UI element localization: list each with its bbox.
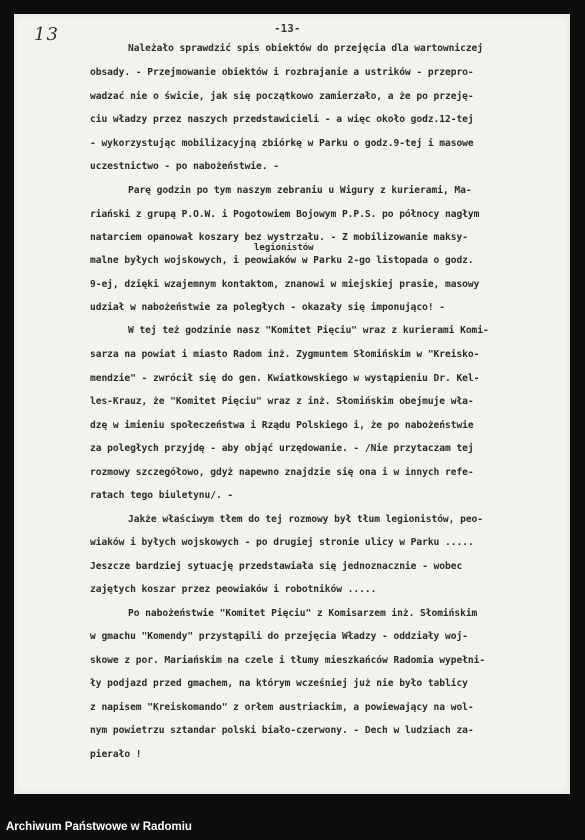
text-line: les-Krauz, że "Komitet Pięciu" wraz z inż. Słomińskim obejmuje wła- xyxy=(90,396,474,407)
text-line: w gmachu "Komendy" przystąpili do przejęcia Władzy - oddziały woj- xyxy=(90,631,468,642)
text-line: ły podjazd przed gmachem, na którym wcześniej już nie było tablicy xyxy=(90,678,468,689)
text-line: pierało ! xyxy=(90,749,142,760)
text-line: malne byłych wojskowych, i peowiaków w Parku 2-go listopada o godz. xyxy=(90,255,474,266)
text-line: ratach tego biuletynu/. - xyxy=(90,490,234,501)
text-line: Jeszcze bardziej sytuację przedstawiała się jednoznacznie - wobec xyxy=(90,561,463,572)
text-line: Jakże właściwym tłem do tej rozmowy był tłum legionistów, peo- xyxy=(128,514,484,525)
text-line: nym powietrzu sztandar polski biało-czerwony. - Dech w ludziach za- xyxy=(90,725,474,736)
handwritten-page-number: 13 xyxy=(34,24,59,45)
text-line: W tej też godzinie nasz "Komitet Pięciu" wraz z kurierami Komi- xyxy=(128,325,489,336)
text-line: Po nabożeństwie "Komitet Pięciu" z Komisarzem inż. Słomińskim xyxy=(128,608,478,619)
text-line: rozmowy szczegółowo, gdyż napewno znajdzie się ona i w innych refe- xyxy=(90,467,474,478)
text-line: zajętych koszar przez peowiaków i robotników ..... xyxy=(90,584,377,595)
text-line: obsady. - Przejmowanie obiektów i rozbrajanie a ustrików - przepro- xyxy=(90,67,474,78)
archive-credit: Archiwum Państwowe w Radomiu xyxy=(6,821,192,833)
text-line: uczestnictwo - po nabożeństwie. - xyxy=(90,161,279,172)
text-line: ciu władzy przez naszych przedstawicieli - a więc około godz.12-tej xyxy=(90,114,474,125)
text-line: natarciem opanował koszary bez wystrzału. - Z mobilizowanie maksy- xyxy=(90,232,468,243)
typed-page-number: -13- xyxy=(274,22,301,35)
text-line: sarza na powiat i miasto Radom inż. Zygmuntem Słomińskim w "Kreisko- xyxy=(90,349,480,360)
text-line: udział w nabożeństwie za poległych - okazały się imponująco! - xyxy=(90,302,446,313)
text-line: riański z grupą P.O.W. i Pogotowiem Bojowym P.P.S. po północy nagłym xyxy=(90,209,480,220)
inserted-word: legionistów xyxy=(254,243,314,253)
text-line: za poległych przyjdę - aby objąć urzędowanie. - /Nie przytaczam tej xyxy=(90,443,474,454)
text-line: wiaków i byłych wojskowych - po drugiej stronie ulicy w Parku ..... xyxy=(90,537,474,548)
text-line: mendzie" - zwrócił się do gen. Kwiatkowskiego w wystąpieniu Dr. Kel- xyxy=(90,373,480,384)
text-line: dzę w imieniu społeczeństwa i Rządu Polskiego i, że po nabożeństwie xyxy=(90,420,474,431)
text-line: skowe z por. Mariańskim na czele i tłumy mieszkańców Radomia wypełni- xyxy=(90,655,486,666)
text-line: Należało sprawdzić spis obiektów do przejęcia dla wartowniczej xyxy=(128,43,484,54)
text-line: Parę godzin po tym naszym zebraniu u Wigury z kurierami, Ma- xyxy=(128,185,472,196)
text-line: z napisem "Kreiskomando" z orłem austriackim, a powiewający na wol- xyxy=(90,702,474,713)
text-line: 9-ej, dzięki wzajemnym kontaktom, znanowi w miejskiej prasie, masowy xyxy=(90,279,480,290)
text-line: wadzać nie o świcie, jak się początkowo zamierzało, a że po przeję- xyxy=(90,91,474,102)
text-line: - wykorzystując mobilizacyjną zbiórkę w Parku o godz.9-tej i masowe xyxy=(90,138,474,149)
